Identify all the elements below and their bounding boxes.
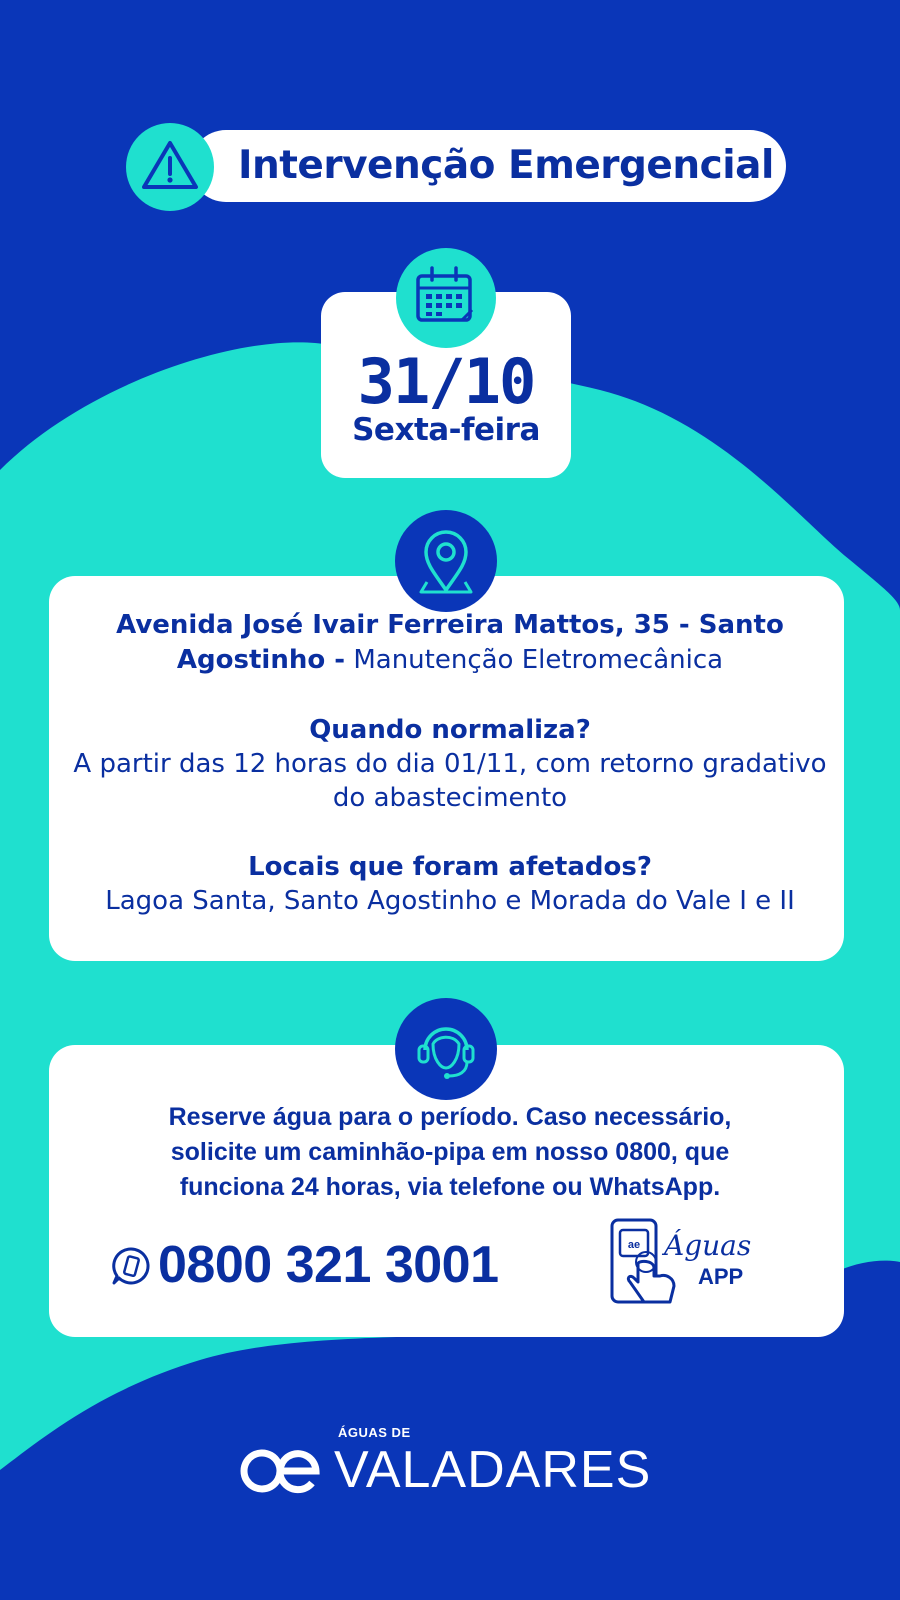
warning-triangle-icon <box>126 123 214 211</box>
normalize-answer-line1: A partir das 12 horas do dia 01/11, com retorno gradativo <box>73 749 827 779</box>
affected-answer: Lagoa Santa, Santo Agostinho e Morada do Vale I e II <box>105 886 795 916</box>
calendar-badge <box>396 248 496 348</box>
page-title: Intervenção Emergencial <box>238 143 774 188</box>
location-pin-icon <box>395 510 497 612</box>
calendar-icon <box>396 248 496 348</box>
contact-message <box>80 1100 820 1205</box>
date-weekday: Sexta-feira <box>352 412 540 448</box>
address-line2: Agostinho - <box>176 645 346 675</box>
support-badge <box>395 998 497 1100</box>
contact-line1: Reserve água para o período. Caso necessário, <box>168 1103 732 1131</box>
location-badge <box>395 510 497 612</box>
affected-question: Locais que foram afetados? <box>248 852 652 882</box>
address <box>60 608 840 678</box>
service-type: Manutenção Eletromecânica <box>353 645 724 675</box>
headset-agent-icon <box>395 998 497 1100</box>
brand-name: VALADARES <box>334 1441 652 1499</box>
normalize-question: Quando normaliza? <box>309 715 591 745</box>
contact-line2: solicite um caminhão-pipa em nosso 0800, que <box>170 1138 730 1166</box>
app-tag: APP <box>698 1264 744 1289</box>
brand-prefix: ÁGUAS DE <box>338 1425 411 1440</box>
address-line1: Avenida José Ivair Ferreira Mattos, 35 - Santo <box>116 610 784 640</box>
date-number: 31/10 <box>357 345 535 418</box>
phone-number[interactable]: 0800 321 3001 <box>158 1236 499 1294</box>
info-content <box>60 608 840 918</box>
normalize-answer-line2: do abastecimento <box>332 783 568 813</box>
ae-logo-icon <box>236 1445 322 1497</box>
warning-badge <box>126 123 214 211</box>
whatsapp-icon <box>110 1245 152 1287</box>
contact-line3: funciona 24 horas, via telefone ou WhatsApp. <box>179 1173 721 1201</box>
app-name: Águas <box>664 1229 752 1262</box>
svg-text:ae: ae <box>627 1239 641 1251</box>
